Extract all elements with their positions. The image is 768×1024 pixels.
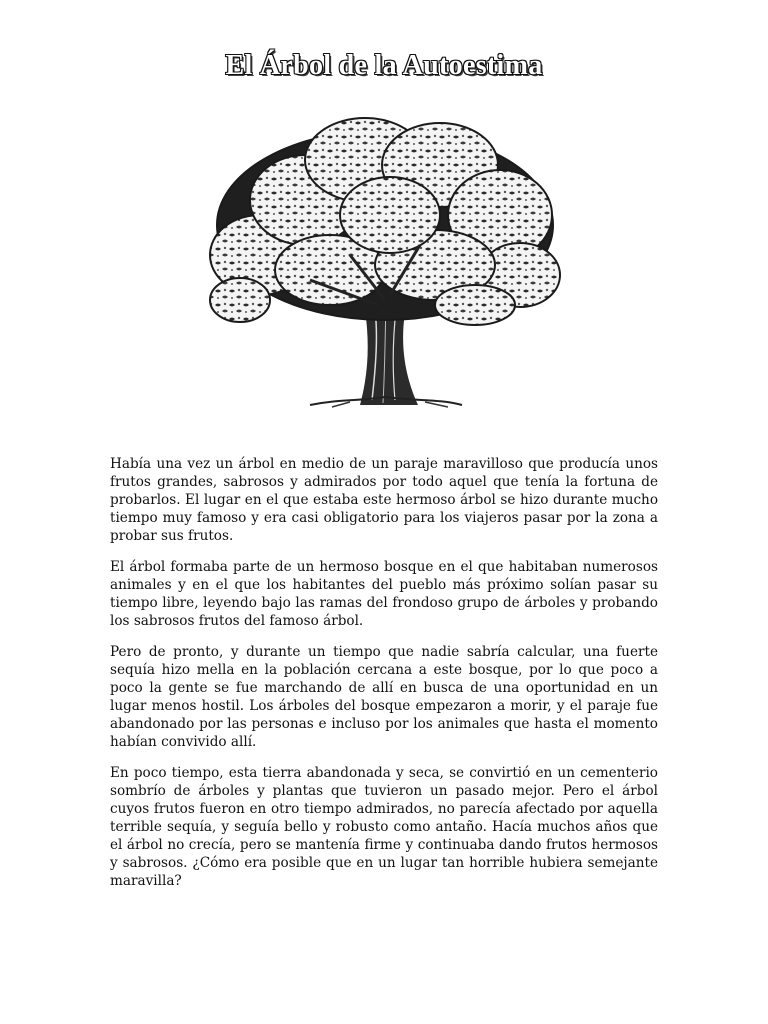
- tree-illustration-icon: [200, 105, 570, 410]
- paragraph: Pero de pronto, y durante un tiempo que nadie sabría calcular, una fuerte sequía hizo mella en la población cercana a este bosque, por lo que poco a poco la gente se fue marchando de allí en busca de una oportunidad en un lugar menos hostil. Los árboles del bosque empezaron a morir, y el paraje fue abandonado por las personas e incluso por los animales que hasta el momento habían convivido allí.: [110, 644, 658, 750]
- paragraph: Había una vez un árbol en medio de un paraje maravilloso que producía unos frutos grandes, sabrosos y admirados por todo aquel que tenía la fortuna de probarlos. El lugar en el que estaba este hermoso árbol se hizo durante mucho tiempo muy famoso y era casi obligatorio para los viajeros pasar por la zona a probar sus frutos.: [110, 456, 658, 544]
- document-title: El Árbol de la Autoestima: [225, 50, 543, 81]
- story-body: [110, 455, 658, 903]
- paragraph: En poco tiempo, esta tierra abandonada y seca, se convirtió en un cementerio sombrío de árboles y plantas que tuvieron un pasado mejor. Pero el árbol cuyos frutos fueron en otro tiempo admirados, no parecía afectado por aquella terrible sequía, y seguía bello y robusto como antaño. Hacía muchos años que el árbol no crecía, pero se mantenía firme y continuaba dando frutos hermosos y sabrosos. ¿Cómo era posible que en un lugar tan horrible hubiera semejante maravilla?: [110, 765, 658, 889]
- paragraph: El árbol formaba parte de un hermoso bosque en el que habitaban numerosos animales y en el que los habitantes del pueblo más próximo solían pasar su tiempo libre, leyendo bajo las ramas del frondoso grupo de árboles y probando los sabrosos frutos del famoso árbol.: [110, 559, 658, 629]
